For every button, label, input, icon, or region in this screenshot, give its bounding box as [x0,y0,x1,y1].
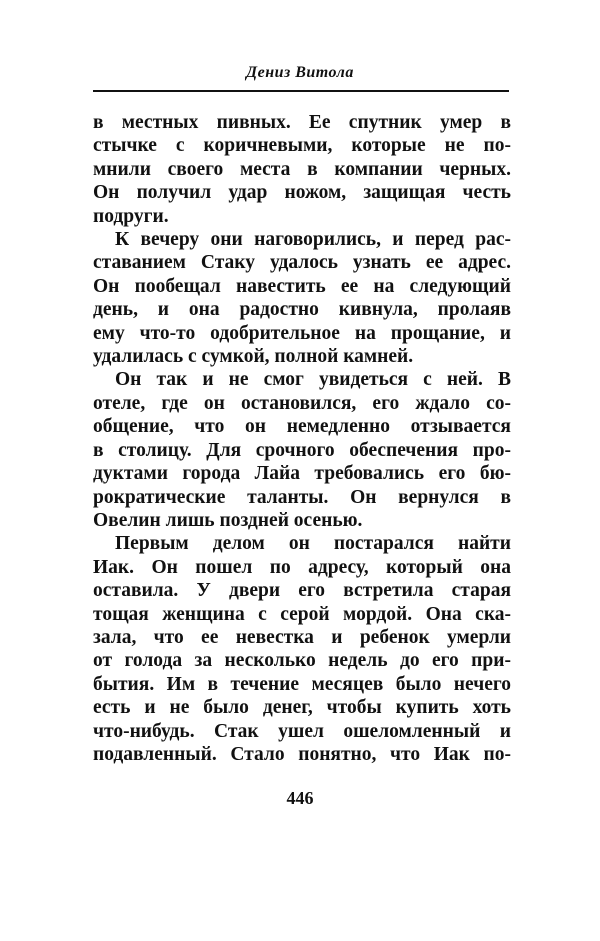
text-line: от голода за несколько недель до его при- [93,650,511,672]
text-line: Он получил удар ножом, защищая честь [93,182,511,204]
body-text [93,111,511,766]
text-line: стычке с коричневыми, которые не по- [93,135,511,157]
text-line: мнили своего места в компании черных. [93,158,511,180]
text-line: Иак. Он пошел по адресу, который она [93,556,511,578]
header-rule [93,90,509,92]
text-line: день, и она радостно кивнула, пролаяв [93,299,511,321]
text-line: дуктами города Лайа требовались его бю- [93,463,511,485]
text-line: в местных пивных. Ее спутник умер в [93,112,511,133]
text-line: ставанием Стаку удалось узнать ее адрес. [93,252,511,274]
text-line: удалилась с сумкой, полной камней. [93,346,414,368]
page-number: 446 [286,788,314,808]
text-line: отеле, где он остановился, его ждало со- [93,392,511,414]
text-line: есть и не было денег, чтобы купить хоть [93,697,511,719]
text-line: общение, что он немедленно отзывается [93,416,511,438]
text-line: Он пообещал навестить ее на следующий [93,275,511,297]
text-line: что-нибудь. Стак ушел ошеломленный и [93,720,511,742]
text-line: в столицу. Для срочного обеспечения про- [93,439,511,461]
text-line: бытия. Им в течение месяцев было нечего [93,673,511,695]
text-line: подруги. [93,205,169,227]
text-line: зала, что ее невестка и ребенок умерли [93,626,511,648]
text-line: К вечеру они наговорились, и перед рас- [115,229,511,251]
running-header: Дениз Витола [246,64,354,81]
text-line: подавленный. Стало понятно, что Иак по- [93,743,511,765]
text-line: Он так и не смог увидеться с ней. В [115,369,511,391]
text-line: тощая женщина с серой мордой. Она ска- [93,603,511,625]
text-line: оставила. У двери его встретила старая [93,580,511,602]
text-line: Овелин лишь поздней осенью. [93,509,363,531]
text-line: ему что-то одобрительное на прощание, и [93,322,511,344]
text-line: рократические таланты. Он вернулся в [93,486,511,508]
text-line: Первым делом он постарался найти [115,533,511,555]
